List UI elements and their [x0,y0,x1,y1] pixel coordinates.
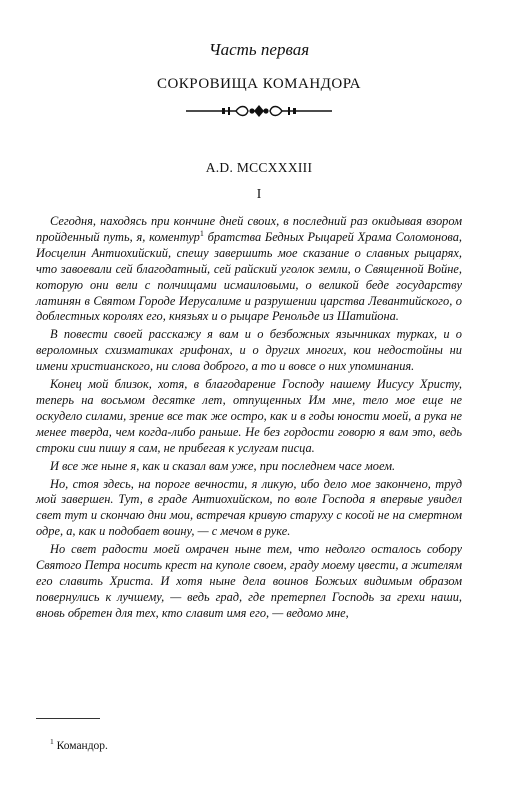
body-text [36,214,462,624]
paragraph: И все же ныне я, как и сказал вам уже, при последнем часе моем. [50,458,396,473]
part-title: Часть первая [208,40,310,59]
paragraph: Конец мой близок, хотя, в благодарение Господу нашему Иисусу Христу, теперь на восьмом десятке лет, отпущенных Им мне, тело мое еще не оскудело силами, зрение все так же остро, как и в годы юности моей, а рука не менее тверда, чем когда-либо раньше. Не без гордости говорю я вам это, ведь строки сии пишу я сам, не прибегая к услугам писца. [36,377,462,455]
chapter-number: I [256,186,262,201]
paragraph-text: Сегодня, находясь при кончине дней своих, в последний раз окидывая взором пройденный путь, я, коментур [36,214,462,244]
footnote-text: Командор. [56,739,108,752]
paragraph: Но свет радости моей омрачен ныне тем, что недолго осталось собору Святого Петра носить крест на куполе своем, граду моему цвести, а жителям его славить Христа. И хотя ныне дела воинов Божьих видимым образом повернулись к лучшему, — ведь град, где претерпел Господь за грехи наши, вновь обретен для тех, кто славит имя его, — ведомо мне, [36,542,462,620]
footnote-reference[interactable]: 1 [199,228,204,238]
book-title: СОКРОВИЩА КОМАНДОРА [156,76,362,92]
footnote-divider [36,718,100,719]
section-year: A.D. MCCXXXIII [205,160,313,175]
paragraph: В повести своей расскажу я вам и о безбожных язычниках турках, и о вероломных схизматиках грифонах, и о других многих, кои недостойны ни имени христианского, ни слова доброго, а то и вовсе о них упоминания. [36,327,462,374]
paragraph: Но, стоя здесь, на пороге вечности, я ликую, ибо дело мое закончено, труд мой завершен. Тут, в граде Антиохийском, по воле Господа я впервые увидел свет тут и скончаю дни мои, встречая кривую старуху с косой не на смертном одре, а, как и подобает воину, — с мечом в руке. [36,476,462,539]
footnote-marker: 1 [50,737,54,746]
ornamental-divider-icon [186,104,332,118]
paragraph-text: братства Бедных Рыцарей Храма Соломонова, Иосцелин Антиохийский, спешу завершить мое сказание о славных рыцарях, что завоевали сей благодатный, сей райский уголок земли, о Священной Войне, которую они вели с полчищами исмаиловыми, о великой беде государству латинян в Святом Городе Иерусалиме и разрушении царства Левантийского, о доблестных королях его, князьях и о рыцаре Ренольде из Шатийона. [36,229,462,324]
footnote [50,737,108,752]
paragraph [36,214,462,325]
